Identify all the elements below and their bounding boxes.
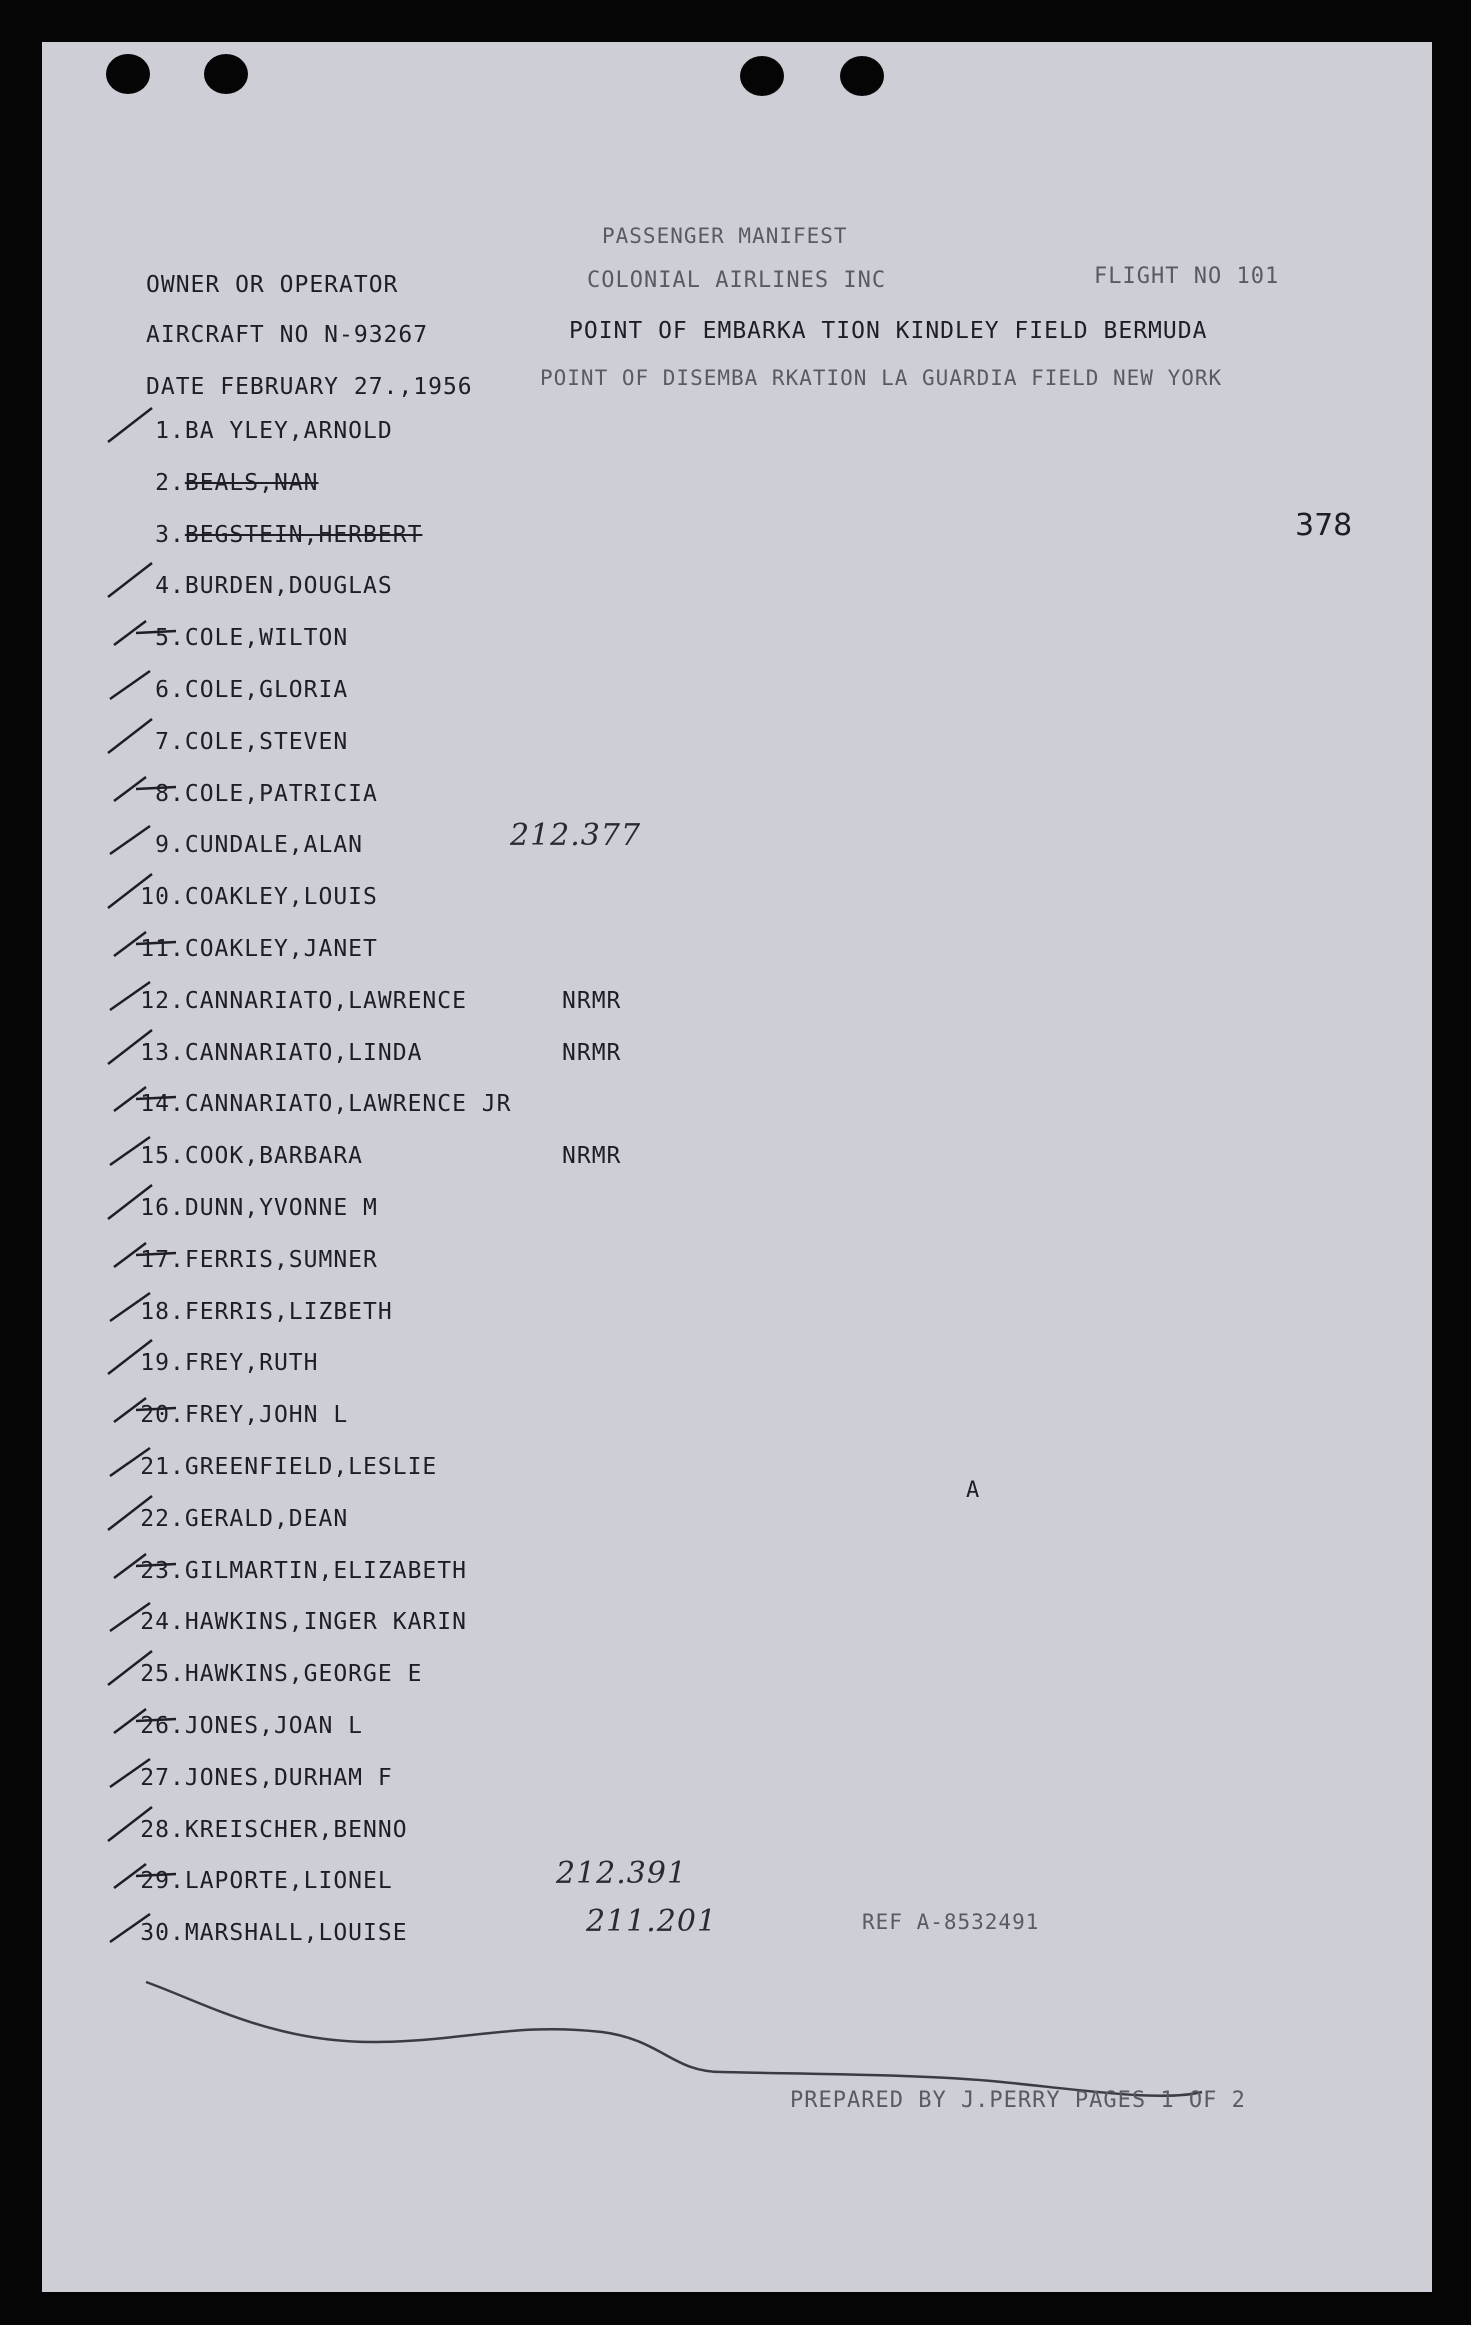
- prepared-by-footer: PREPARED BY J.PERRY PAGES 1 OF 2: [790, 2088, 1246, 2113]
- number-separator: .: [170, 780, 185, 807]
- checkmark-icon: [106, 982, 186, 1010]
- passenger-number: 1: [155, 418, 170, 444]
- passenger-name: BEGSTEIN,HERBERT: [184, 521, 423, 548]
- flight-date: DATE FEBRUARY 27.,1956: [146, 374, 473, 400]
- punch-hole: [204, 54, 248, 94]
- number-separator: .: [170, 832, 185, 859]
- passenger-number: 14: [140, 1091, 170, 1118]
- passenger-number: 10: [140, 884, 170, 911]
- checkmark-icon: [106, 1811, 186, 1839]
- checkmark-icon: [106, 412, 186, 440]
- passenger-row: [136, 781, 378, 815]
- passenger-row: [136, 1506, 348, 1540]
- manifest-page: [42, 42, 1432, 2292]
- number-separator: .: [170, 1920, 185, 1947]
- number-separator: .: [170, 1246, 185, 1273]
- passenger-row: [136, 418, 393, 452]
- passenger-name: GILMARTIN,ELIZABETH: [184, 1557, 467, 1584]
- passenger-row: [136, 1558, 467, 1592]
- passenger-number: 26: [140, 1713, 170, 1739]
- passenger-number: 18: [140, 1298, 170, 1325]
- number-separator: .: [170, 521, 185, 548]
- aircraft-number: AIRCRAFT NO N-93267: [146, 322, 429, 348]
- passenger-number: 4: [155, 573, 170, 600]
- number-separator: .: [170, 1609, 185, 1636]
- passenger-number: 21: [140, 1454, 170, 1480]
- passenger-name: FREY,JOHN L: [184, 1402, 349, 1429]
- passenger-name: FREY,RUTH: [184, 1350, 319, 1377]
- checkmark-icon: [106, 1862, 186, 1890]
- checkmark-icon: [106, 1085, 186, 1113]
- passenger-row: [136, 1143, 622, 1177]
- checkmark-icon: [106, 930, 186, 958]
- passenger-row: [136, 1765, 393, 1799]
- passenger-name: COAKLEY,LOUIS: [184, 884, 378, 911]
- passenger-number: 11: [140, 936, 170, 962]
- owner-label: OWNER OR OPERATOR: [146, 272, 399, 298]
- passenger-name: BA YLEY,ARNOLD: [184, 418, 393, 444]
- punch-hole: [740, 56, 784, 96]
- checkmark-icon: [106, 878, 186, 906]
- number-separator: .: [170, 1764, 185, 1791]
- checkmark-icon: [106, 1603, 186, 1631]
- passenger-name: CANNARIATO,LAWRENCE: [184, 987, 467, 1014]
- number-separator: .: [170, 1816, 185, 1843]
- disembarkation-point: POINT OF DISEMBA RKATION LA GUARDIA FIELD NEW YORK: [540, 366, 1223, 390]
- passenger-row: [136, 1402, 348, 1436]
- document-title: PASSENGER MANIFEST: [602, 224, 848, 248]
- passenger-number: 16: [140, 1195, 170, 1221]
- passenger-name: FERRIS,SUMNER: [184, 1246, 378, 1273]
- checkmark-icon: [106, 1137, 186, 1165]
- passenger-name: COAKLEY,JANET: [184, 936, 378, 962]
- punch-hole: [840, 56, 884, 96]
- checkmark-icon: [106, 567, 186, 595]
- number-separator: .: [170, 884, 185, 911]
- passenger-number: 3: [155, 521, 170, 548]
- handwritten-note: 212.391: [556, 1856, 688, 1891]
- owner-value: COLONIAL AIRLINES INC: [587, 268, 887, 293]
- handwritten-note: 211.201: [586, 1904, 718, 1939]
- checkmark-icon: [106, 1914, 186, 1942]
- checkmark-icon: [106, 1344, 186, 1372]
- passenger-number: 12: [140, 987, 170, 1014]
- number-separator: .: [170, 1713, 185, 1739]
- passenger-name: CANNARIATO,LINDA: [184, 1039, 423, 1066]
- passenger-name: JONES,DURHAM F: [184, 1764, 393, 1791]
- passenger-row: [136, 1350, 318, 1384]
- number-separator: .: [170, 1143, 185, 1170]
- checkmark-icon: [106, 1189, 186, 1217]
- number-separator: .: [170, 1661, 185, 1688]
- checkmark-icon: [106, 723, 186, 751]
- embarkation-point: POINT OF EMBARKA TION KINDLEY FIELD BERMUDA: [569, 318, 1208, 344]
- number-separator: .: [170, 1557, 185, 1584]
- passenger-row: [136, 470, 318, 504]
- passenger-row: [136, 1817, 408, 1851]
- passenger-row: [136, 1091, 512, 1125]
- number-separator: .: [170, 936, 185, 962]
- checkmark-icon: [106, 1707, 186, 1735]
- passenger-number: 6: [155, 677, 170, 703]
- passenger-number: 25: [140, 1661, 170, 1688]
- passenger-name: COLE,WILTON: [184, 625, 349, 652]
- passenger-row: [136, 1299, 393, 1333]
- passenger-row: [136, 625, 348, 659]
- number-separator: .: [170, 1298, 185, 1325]
- passenger-number: 29: [140, 1868, 170, 1895]
- punch-hole: [106, 54, 150, 94]
- checkmark-icon: [106, 1759, 186, 1787]
- passenger-name: CANNARIATO,LAWRENCE JR: [184, 1091, 512, 1118]
- number-separator: .: [170, 1091, 185, 1118]
- passenger-name: COLE,STEVEN: [184, 728, 349, 755]
- passenger-name: CUNDALE,ALAN: [184, 832, 364, 859]
- passenger-name: FERRIS,LIZBETH: [184, 1298, 393, 1325]
- checkmark-icon: [106, 1293, 186, 1321]
- checkmark-icon: [106, 671, 186, 699]
- checkmark-icon: [106, 1241, 186, 1269]
- passenger-row: [136, 1454, 437, 1488]
- passenger-row: [136, 1039, 622, 1074]
- number-separator: .: [170, 1868, 185, 1895]
- checkmark-icon: [106, 1034, 186, 1062]
- passenger-row: [136, 729, 348, 763]
- passenger-row: [136, 1713, 363, 1747]
- passenger-name: DUNN,YVONNE M: [184, 1195, 378, 1221]
- passenger-number: 27: [140, 1764, 170, 1791]
- checkmark-icon: [106, 775, 186, 803]
- passenger-row: [136, 1661, 422, 1695]
- passenger-row: [136, 1609, 467, 1643]
- passenger-name: COOK,BARBARA: [184, 1143, 364, 1170]
- number-separator: .: [170, 1505, 185, 1532]
- checkmark-icon: [106, 826, 186, 854]
- passenger-name: COLE,PATRICIA: [184, 780, 378, 807]
- passenger-number: 24: [140, 1609, 170, 1636]
- passenger-row: [136, 573, 393, 607]
- handwritten-note: 212.377: [510, 818, 642, 853]
- handwritten-mark: A: [966, 1478, 981, 1503]
- passenger-row: [136, 832, 363, 866]
- number-separator: .: [170, 987, 185, 1014]
- passenger-row: [136, 884, 378, 918]
- passenger-name: HAWKINS,GEORGE E: [184, 1661, 423, 1688]
- passenger-number: 17: [140, 1246, 170, 1273]
- number-separator: .: [170, 1454, 185, 1480]
- passenger-row: [136, 522, 422, 556]
- number-separator: .: [170, 1195, 185, 1221]
- checkmark-icon: [106, 619, 186, 647]
- number-separator: .: [170, 625, 185, 652]
- passenger-number: 20: [140, 1402, 170, 1429]
- checkmark-icon: [106, 1448, 186, 1476]
- number-separator: .: [170, 469, 185, 496]
- passenger-name: GERALD,DEAN: [184, 1505, 349, 1532]
- passenger-number: 15: [140, 1143, 170, 1170]
- passenger-number: 8: [155, 780, 170, 807]
- reference-number: REF A-8532491: [862, 1910, 1040, 1934]
- passenger-number: 13: [140, 1039, 170, 1066]
- checkmark-icon: [106, 1655, 186, 1683]
- passenger-name: GREENFIELD,LESLIE: [184, 1454, 438, 1480]
- passenger-number: 28: [140, 1816, 170, 1843]
- number-separator: .: [170, 1350, 185, 1377]
- passenger-note: NRMR: [562, 1143, 622, 1170]
- passenger-name: KREISCHER,BENNO: [184, 1816, 408, 1843]
- passenger-number: 2: [155, 469, 170, 496]
- passenger-note: NRMR: [562, 987, 622, 1014]
- checkmark-icon: [106, 1396, 186, 1424]
- passenger-row: [136, 1920, 408, 1954]
- number-separator: .: [170, 418, 185, 444]
- number-separator: .: [170, 573, 185, 600]
- checkmark-icon: [106, 1552, 186, 1580]
- number-separator: .: [170, 1402, 185, 1429]
- passenger-row: [136, 1195, 378, 1229]
- passenger-name: MARSHALL,LOUISE: [184, 1920, 408, 1947]
- passenger-row: [136, 1247, 378, 1281]
- number-separator: .: [170, 677, 185, 703]
- passenger-row: [136, 936, 378, 970]
- passenger-name: BURDEN,DOUGLAS: [184, 573, 393, 600]
- passenger-name: BEALS,NAN: [184, 469, 319, 496]
- passenger-number: 30: [140, 1920, 170, 1947]
- passenger-name: LAPORTE,LIONEL: [184, 1868, 393, 1895]
- number-separator: .: [170, 728, 185, 755]
- passenger-number: 9: [155, 832, 170, 859]
- passenger-number: 22: [140, 1505, 170, 1532]
- passenger-note: NRMR: [562, 1039, 622, 1066]
- passenger-row: [136, 1868, 393, 1902]
- passenger-number: 5: [155, 625, 170, 652]
- passenger-name: COLE,GLORIA: [184, 677, 349, 703]
- passenger-name: JONES,JOAN L: [184, 1713, 364, 1739]
- passenger-row: [136, 987, 622, 1022]
- page-number: 378: [1295, 508, 1353, 543]
- number-separator: .: [170, 1039, 185, 1066]
- passenger-name: HAWKINS,INGER KARIN: [184, 1609, 467, 1636]
- passenger-number: 7: [155, 728, 170, 755]
- checkmark-icon: [106, 1500, 186, 1528]
- passenger-number: 19: [140, 1350, 170, 1377]
- passenger-row: [136, 677, 348, 711]
- flight-number: FLIGHT NO 101: [1094, 264, 1280, 289]
- passenger-number: 23: [140, 1557, 170, 1584]
